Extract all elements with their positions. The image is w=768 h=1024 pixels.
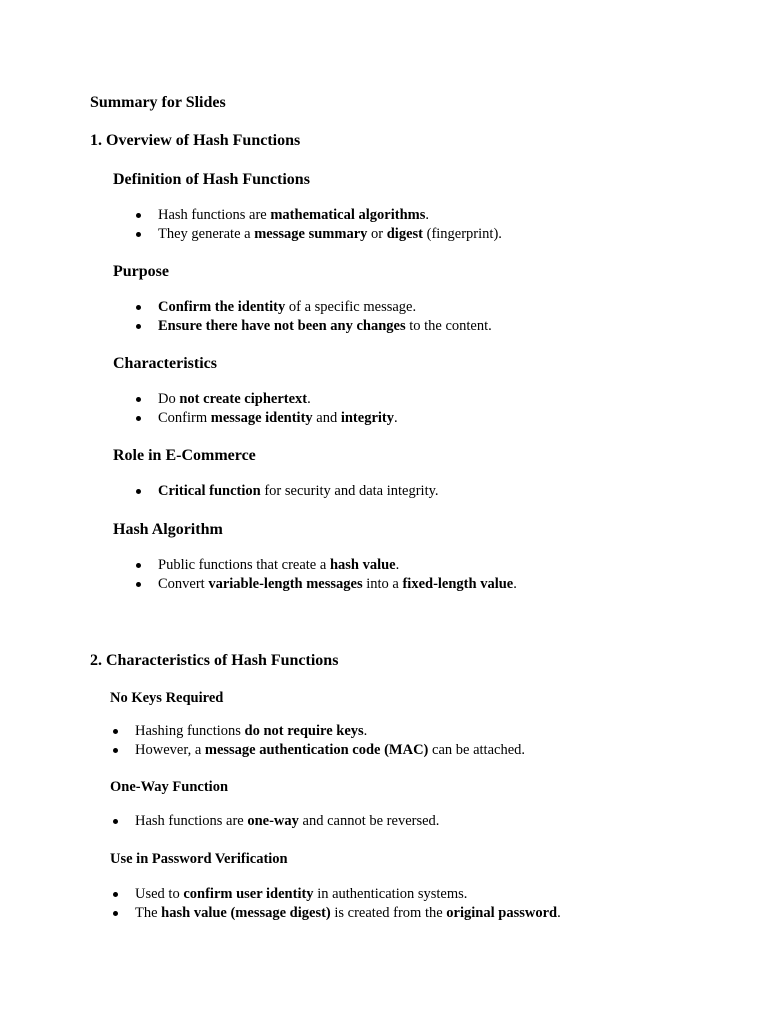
no-keys-list xyxy=(113,722,525,759)
document-title: Summary for Slides xyxy=(90,94,226,111)
characteristics-heading: Characteristics xyxy=(113,355,217,372)
purpose-heading: Purpose xyxy=(113,263,169,280)
role-heading: Role in E-Commerce xyxy=(113,447,256,464)
list-item: They generate a message summary or digest (fingerprint). xyxy=(136,225,502,244)
list-item: Confirm the identity of a specific message. xyxy=(136,298,492,317)
no-keys-heading: No Keys Required xyxy=(110,690,224,706)
purpose-list xyxy=(136,298,492,335)
algorithm-heading: Hash Algorithm xyxy=(113,521,223,538)
password-heading: Use in Password Verification xyxy=(110,851,288,867)
list-item: Public functions that create a hash value. xyxy=(136,556,517,575)
role-list xyxy=(136,482,439,501)
list-item: Confirm message identity and integrity. xyxy=(136,409,398,428)
list-item: Do not create ciphertext. xyxy=(136,390,398,409)
list-item: Convert variable-length messages into a fixed-length value. xyxy=(136,575,517,594)
section-2-heading: 2. Characteristics of Hash Functions xyxy=(90,652,339,669)
list-item: Hash functions are one-way and cannot be reversed. xyxy=(113,812,439,831)
list-item: The hash value (message digest) is created from the original password. xyxy=(113,904,561,923)
list-item: Hash functions are mathematical algorithms. xyxy=(136,206,502,225)
algorithm-list xyxy=(136,556,517,593)
definition-heading: Definition of Hash Functions xyxy=(113,171,310,188)
definition-list xyxy=(136,206,502,243)
list-item: However, a message authentication code (MAC) can be attached. xyxy=(113,741,525,760)
one-way-list xyxy=(113,812,439,831)
password-list xyxy=(113,885,561,922)
list-item: Critical function for security and data integrity. xyxy=(136,482,439,501)
list-item: Used to confirm user identity in authentication systems. xyxy=(113,885,561,904)
one-way-heading: One-Way Function xyxy=(110,779,229,795)
list-item: Hashing functions do not require keys. xyxy=(113,722,525,741)
characteristics-list xyxy=(136,390,398,427)
list-item: Ensure there have not been any changes to the content. xyxy=(136,317,492,336)
section-1-heading: 1. Overview of Hash Functions xyxy=(90,132,301,149)
